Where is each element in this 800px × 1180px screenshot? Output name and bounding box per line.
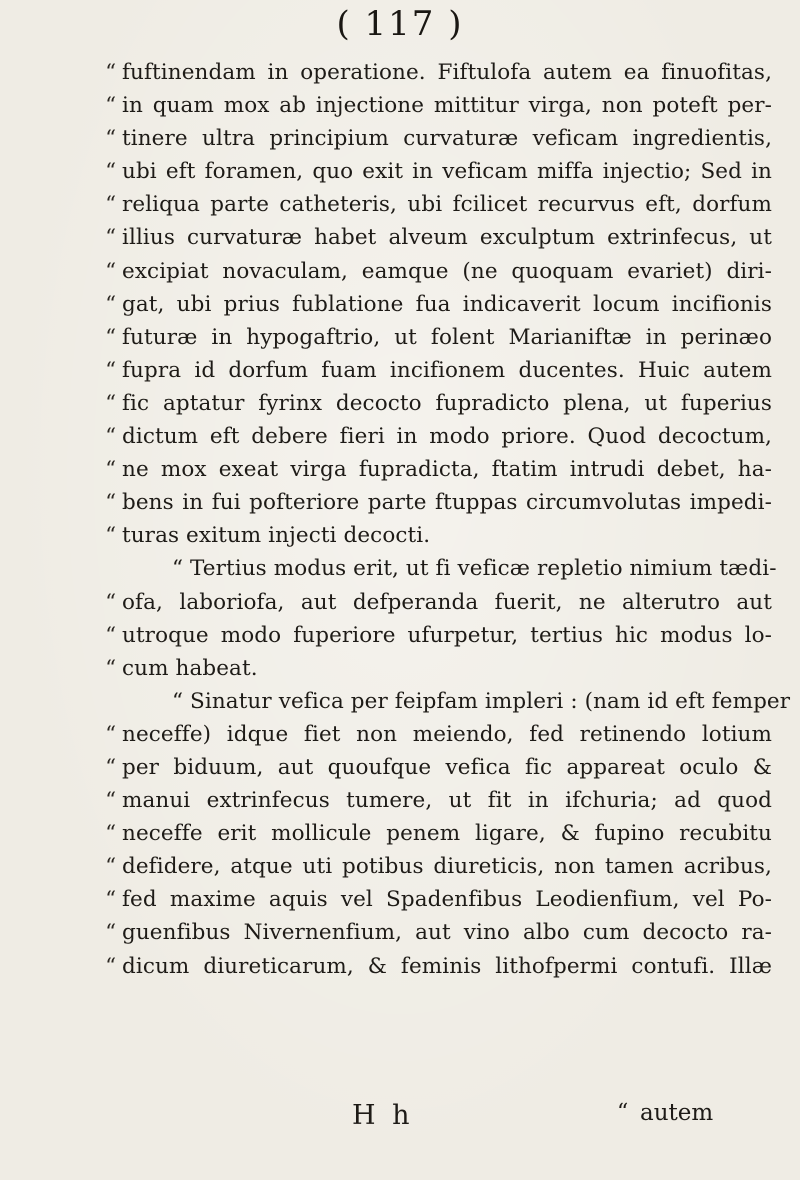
quote-mark: “ — [105, 721, 116, 746]
quote-mark: “ — [105, 523, 116, 548]
line-text: illius curvaturæ habet alveum exculptum extrinfecus, ut — [122, 225, 772, 251]
text-line — [0, 56, 800, 89]
quote-mark: “ — [105, 424, 116, 449]
line-text: ubi eft foramen, quo exit in veficam miffa injectio; Sed in — [122, 159, 772, 185]
line-text: futuræ in hypogaftrio, ut folent Marianiftæ in perinæo — [122, 324, 772, 350]
line-text: guenfibus Nivernenfium, aut vino albo cum decocto ra- — [122, 920, 772, 946]
line-text: bens in fui pofteriore parte ftuppas circumvolutas impedi- — [122, 490, 772, 516]
line-text: neceffe) idque fiet non meiendo, fed retinendo lotium — [122, 721, 772, 747]
quote-mark: “ — [105, 622, 116, 647]
catchword-quote: “ — [617, 1100, 629, 1125]
body-text — [0, 56, 800, 983]
line-text: utroque modo fuperiore ufurpetur, tertius hic modus lo- — [122, 622, 772, 648]
line-text: “ Tertius modus erit, ut fi veficæ repletio nimium tædi- — [172, 556, 777, 582]
line-text: tinere ultra principium curvaturæ veficam ingredientis, — [122, 126, 772, 152]
text-line — [0, 89, 800, 122]
line-text: per biduum, aut quoufque vefica fic appareat oculo & — [122, 754, 772, 780]
quote-mark: “ — [105, 854, 116, 879]
quote-mark: “ — [105, 324, 116, 349]
quote-mark: “ — [105, 126, 116, 151]
quote-mark: “ — [105, 93, 116, 118]
quote-mark: “ — [105, 821, 116, 846]
line-text: fed maxime aquis vel Spadenfibus Leodienfium, vel Po- — [122, 887, 772, 913]
quote-mark: “ — [105, 225, 116, 250]
quote-mark: “ — [105, 192, 116, 217]
text-line — [0, 453, 800, 486]
text-line — [0, 817, 800, 850]
line-text: dictum eft debere fieri in modo priore. Quod decoctum, — [122, 424, 772, 450]
quote-mark: “ — [105, 953, 116, 978]
quote-mark: “ — [105, 60, 116, 84]
text-line — [0, 883, 800, 916]
signature-mark: H h — [352, 1100, 414, 1131]
text-line — [0, 122, 800, 155]
line-text: dicum diureticarum, & feminis lithofpermi contufi. Illæ — [122, 953, 772, 979]
quote-mark: “ — [105, 390, 116, 415]
line-text: in quam mox ab injectione mittitur virga, non poteft per- — [122, 93, 772, 119]
line-text: fic aptatur fyrinx decocto fupradicto plena, ut fuperius — [122, 390, 772, 416]
text-line — [0, 255, 800, 288]
quote-mark: “ — [105, 490, 116, 515]
text-line — [0, 221, 800, 254]
quote-mark: “ — [105, 754, 116, 779]
text-line — [0, 784, 800, 817]
catchword: autem — [640, 1100, 714, 1126]
line-text: manui extrinfecus tumere, ut fit in ifchuria; ad quod — [122, 788, 772, 814]
page-number: ( 117 ) — [336, 4, 464, 44]
text-line — [0, 155, 800, 188]
quote-mark: “ — [105, 159, 116, 184]
line-text: turas exitum injecti decocti. — [122, 523, 431, 549]
line-text: gat, ubi prius fublatione fua indicaverit locum incifionis — [122, 291, 772, 317]
quote-mark: “ — [105, 457, 116, 482]
text-line — [0, 188, 800, 221]
quote-mark: “ — [105, 920, 116, 945]
text-line — [0, 586, 800, 619]
text-line — [0, 486, 800, 519]
text-line — [0, 850, 800, 883]
line-text: “ Sinatur vefica per feipfam impleri : (nam id eft femper — [172, 688, 791, 714]
line-text: reliqua parte catheteris, ubi fcilicet recurvus eft, dorfum — [122, 192, 772, 218]
text-line — [0, 950, 800, 983]
line-text: ne mox exeat virga fupradicta, ftatim intrudi debet, ha- — [122, 457, 772, 483]
quote-mark: “ — [105, 655, 116, 680]
line-text: ofa, laboriofa, aut defperanda fuerit, ne alterutro aut — [122, 589, 772, 615]
text-line — [0, 652, 800, 685]
text-line — [0, 519, 800, 552]
line-text: neceffe erit mollicule penem ligare, & fupino recubitu — [122, 821, 772, 847]
text-line — [0, 387, 800, 420]
line-text: fupra id dorfum fuam incifionem ducentes. Huic autem — [122, 357, 772, 383]
text-line — [0, 420, 800, 453]
text-line — [0, 685, 800, 718]
quote-mark: “ — [105, 788, 116, 813]
text-line — [0, 552, 800, 585]
quote-mark: “ — [105, 357, 116, 382]
line-text: excipiat novaculam, eamque (ne quoquam evariet) diri- — [122, 258, 772, 284]
quote-mark: “ — [105, 589, 116, 614]
text-line — [0, 718, 800, 751]
quote-mark: “ — [105, 887, 116, 912]
text-line — [0, 354, 800, 387]
text-line — [0, 916, 800, 949]
line-text: cum habeat. — [122, 655, 258, 681]
text-line — [0, 321, 800, 354]
quote-mark: “ — [105, 291, 116, 316]
line-text: defidere, atque uti potibus diureticis, non tamen acribus, — [122, 854, 772, 880]
quote-mark: “ — [105, 258, 116, 283]
text-line — [0, 751, 800, 784]
text-line — [0, 288, 800, 321]
line-text: fuftinendam in operatione. Fiftulofa autem ea finuofitas, — [122, 60, 772, 85]
page-footer — [0, 1100, 800, 1140]
text-line — [0, 619, 800, 652]
